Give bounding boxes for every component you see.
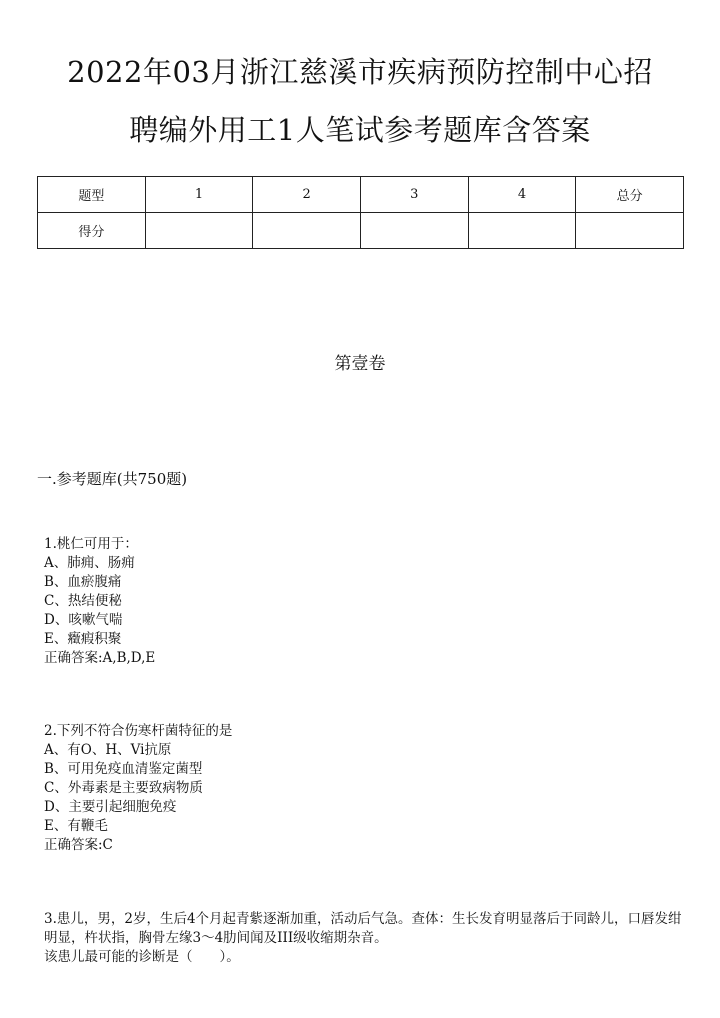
section-title: 第壹卷 bbox=[334, 354, 386, 374]
question-option: B、可用免疫血清鉴定菌型 bbox=[44, 761, 203, 777]
question-option: A、肺痈、肠痈 bbox=[44, 555, 135, 571]
score-header-cell: 1 bbox=[145, 177, 253, 213]
score-header-cell: 2 bbox=[253, 177, 361, 213]
question-option: C、外毒素是主要致病物质 bbox=[44, 780, 203, 796]
score-header-cell: 4 bbox=[468, 177, 576, 213]
score-header-cell: 题型 bbox=[38, 177, 146, 213]
score-header-cell: 总分 bbox=[576, 177, 684, 213]
score-row-label: 得分 bbox=[38, 213, 146, 249]
document-title-line-1: 2022年03月浙江慈溪市疾病预防控制中心招 bbox=[67, 55, 653, 89]
question-option: D、咳嗽气喘 bbox=[44, 612, 123, 628]
question-answer: 正确答案:A,B,D,E bbox=[44, 650, 156, 666]
score-table-header-row bbox=[38, 177, 684, 213]
score-cell bbox=[145, 213, 253, 249]
document-title-line-2: 聘编外用工1人笔试参考题库含答案 bbox=[129, 113, 591, 147]
question-stem-continued: 该患儿最可能的诊断是（ ）。 bbox=[44, 949, 240, 965]
question-option: E、癥瘕积聚 bbox=[44, 631, 122, 647]
score-cell bbox=[253, 213, 361, 249]
question-answer: 正确答案:C bbox=[44, 837, 113, 853]
question-stem: 2.下列不符合伤寒杆菌特征的是 bbox=[44, 723, 233, 739]
question-option: D、主要引起细胞免疫 bbox=[44, 799, 177, 815]
score-header-cell: 3 bbox=[360, 177, 468, 213]
question-stem: 3.患儿，男，2岁，生后4个月起青紫逐渐加重，活动后气急。查体：生长发育明显落后于同龄儿，口唇发绀明显，杵状指，胸骨左缘3～4肋间闻及III级收缩期杂音。 bbox=[44, 911, 682, 946]
question-1 bbox=[44, 535, 684, 668]
part-title: 一.参考题库(共750题) bbox=[37, 470, 188, 488]
score-cell bbox=[576, 213, 684, 249]
question-3 bbox=[44, 910, 684, 967]
score-table-score-row bbox=[38, 213, 684, 249]
score-cell bbox=[468, 213, 576, 249]
score-cell bbox=[360, 213, 468, 249]
score-table bbox=[37, 176, 684, 249]
question-2 bbox=[44, 722, 684, 855]
question-option: C、热结便秘 bbox=[44, 593, 122, 609]
question-option: A、有O、H、Vi抗原 bbox=[44, 742, 172, 758]
question-stem: 1.桃仁可用于： bbox=[44, 536, 138, 552]
question-option: E、有鞭毛 bbox=[44, 818, 108, 834]
question-option: B、血瘀腹痛 bbox=[44, 574, 122, 590]
